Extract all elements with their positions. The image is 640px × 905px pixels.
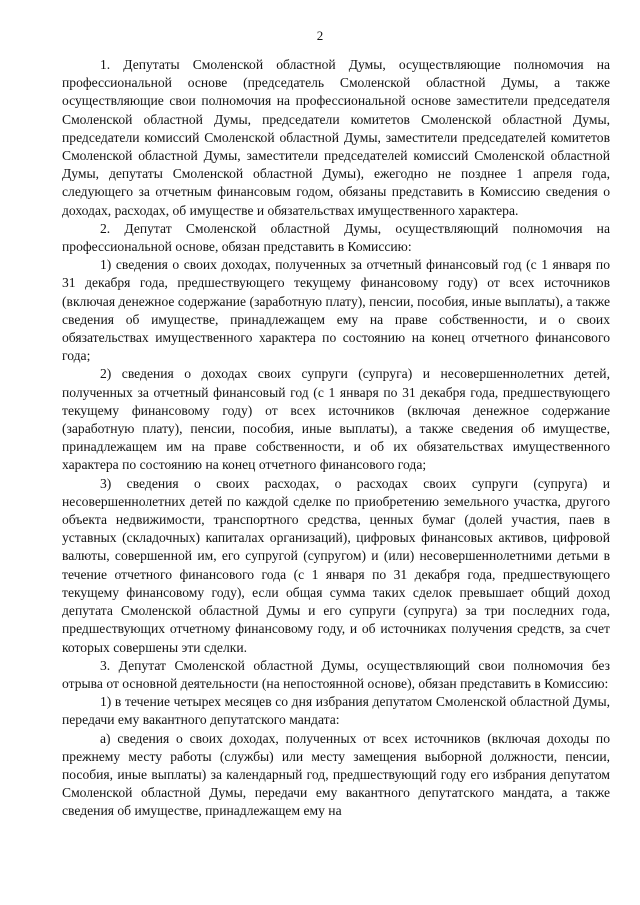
paragraph-2-item-2: 2) сведения о доходах своих супруги (супруга) и несовершеннолетних детей, полученных за отчетный финансовый год (с 1 января по 31 декабря года, предшествующего текущему финансовому году) от всех источников (включая денежное содержание (заработную плату), пенсии, пособия, иные выплаты), а также сведения об имуществе, принадлежащем им на праве собственности, и об их обязательствах имущественного характера по состоянию на конец отчетного финансового года;: [62, 366, 610, 473]
paragraph-2: 2. Депутат Смоленской областной Думы, осуществляющий полномочия на профессиональной основе, обязан представить в Комиссию:: [62, 220, 610, 255]
paragraph-1: 1. Депутаты Смоленской областной Думы, осуществляющие полномочия на профессиональной основе (председатель Смоленской областной Думы, а также осуществляющие свои полномочия на профессиональной основе заместители председателя Смоленской областной Думы, председатели комитетов Смоленской областной Думы, председатели комиссий Смоленской областной Думы, заместители председателей комитетов Смоленской областной Думы, заместители председателей комиссий Смоленской областной Думы, депутаты Смоленской областной Думы), ежегодно не позднее 1 апреля года, следующего за отчетным финансовым годом, обязаны представить в Комиссию сведения о доходах, расходах, об имуществе и обязательствах имущественного характера.: [62, 57, 610, 218]
document-body: [62, 56, 610, 821]
paragraph-3: 3. Депутат Смоленской областной Думы, осуществляющий свои полномочия без отрыва от основной деятельности (на непостоянной основе), обязан представить в Комиссию:: [62, 657, 610, 691]
page-number: 2: [316, 28, 324, 43]
paragraph-3-item-1: 1) в течение четырех месяцев со дня избрания депутатом Смоленской областной Думы, передачи ему вакантного депутатского мандата:: [62, 694, 610, 728]
paragraph-2-item-1: 1) сведения о своих доходах, полученных за отчетный финансовый год (с 1 января по 31 декабря года, предшествующего текущему финансовому году) от всех источников (включая денежное содержание (заработную плату), пенсии, пособия, иные выплаты), а также сведения об имуществе, принадлежащем ему на праве собственности, и о своих обязательствах имущественного характера по состоянию на конец отчетного финансового года;: [62, 257, 610, 364]
paragraph-3-item-1-a: а) сведения о своих доходах, полученных от всех источников (включая доходы по прежнему месту работы (службы) или месту замещения выборной должности, пенсии, пособия, иные выплаты) за календарный год, предшествующий году его избрания депутатом Смоленской областной Думы, передачи ему вакантного депутатского мандата, а также сведения об имуществе, принадлежащем ему на: [62, 730, 610, 819]
paragraph-2-item-3: 3) сведения о своих расходах, о расходах своих супруги (супруга) и несовершеннолетних детей по каждой сделке по приобретению земельного участка, другого объекта недвижимости, транспортного средства, ценных бумаг (долей участия, паев в уставных (складочных) капиталах организаций), цифровых финансовых активов, цифровой валюты, совершенной им, его супругой (супругом) и (или) несовершеннолетними детьми в течение отчетного финансового года (с 1 января по 31 декабря года, предшествующего текущему финансовому году), если общая сумма таких сделок превышает общий доход депутата Смоленской областной Думы и его супруги (супруга) за три последних года, предшествующих отчетному финансовому году, и об источниках получения средств, за счет которых совершены эти сделки.: [62, 475, 610, 655]
